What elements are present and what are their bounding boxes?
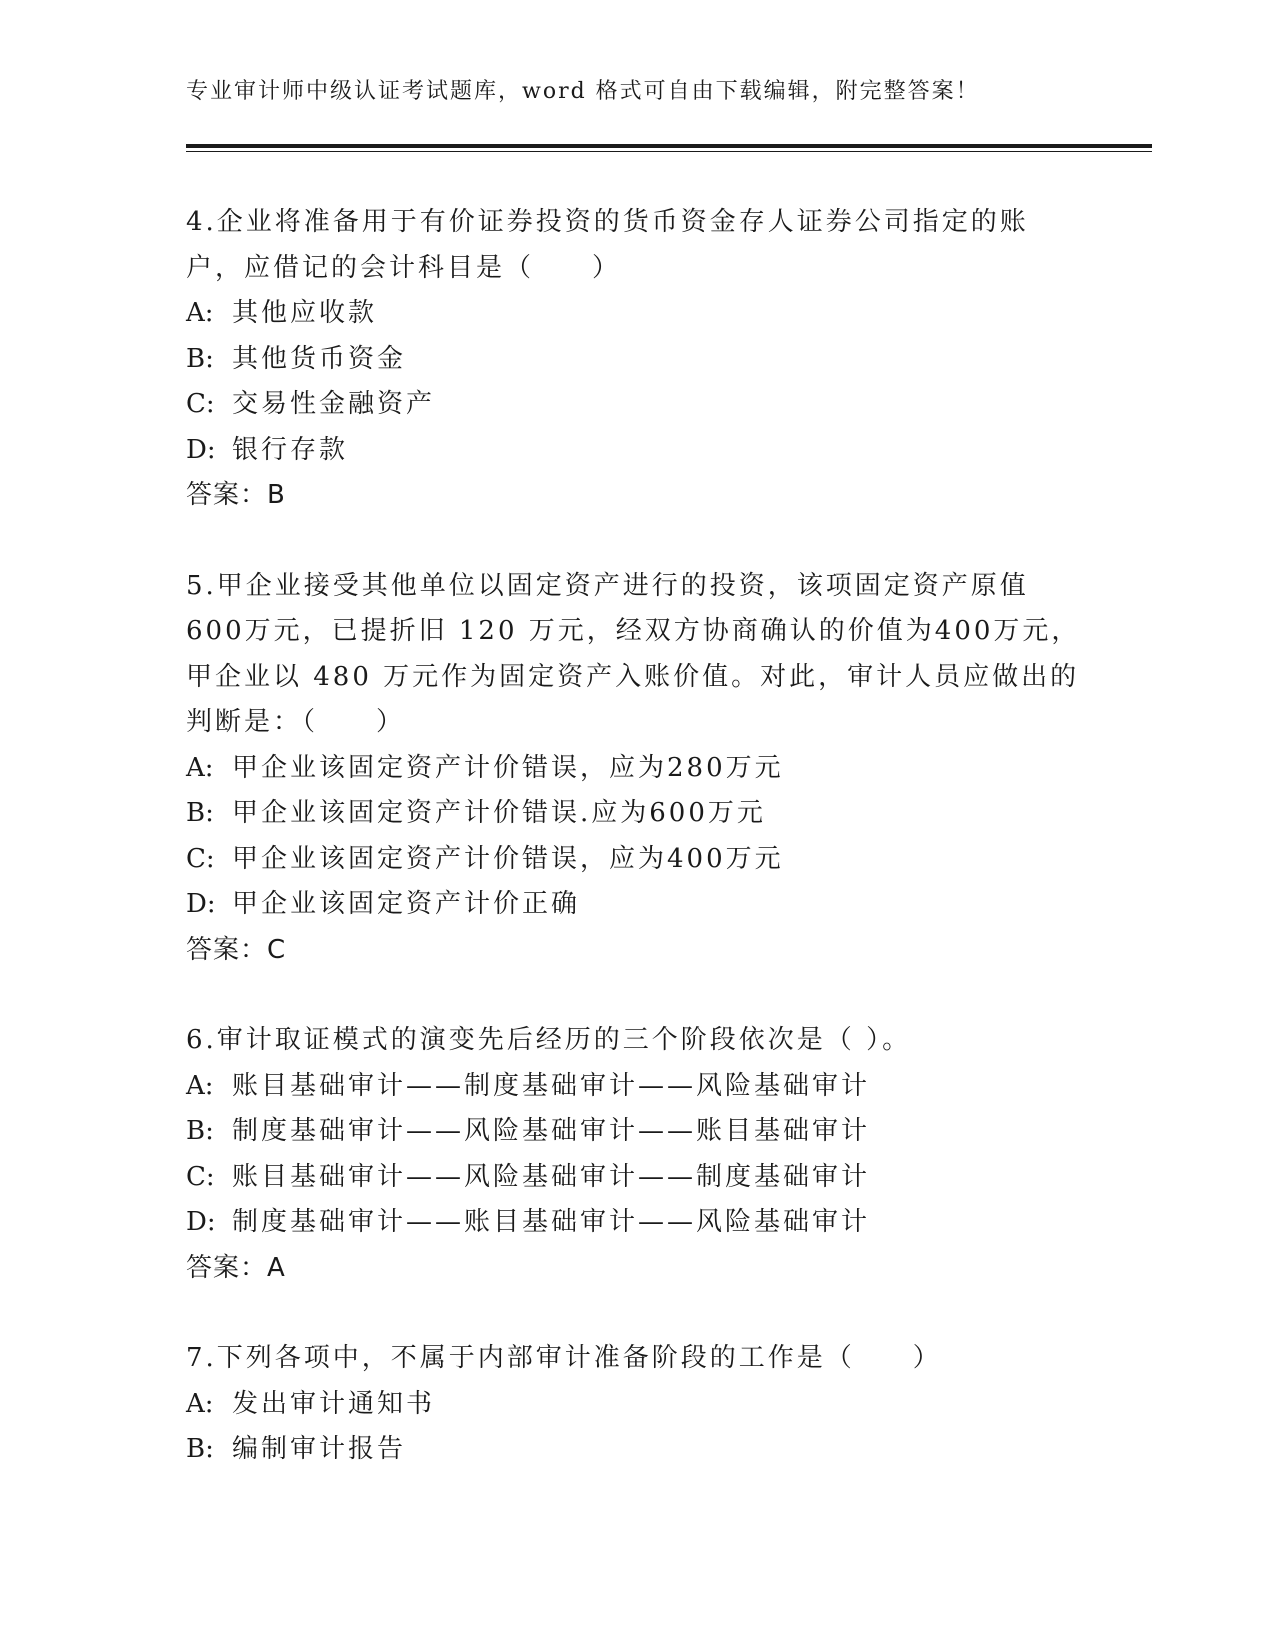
option-a (186, 1064, 1086, 1110)
question-4 (186, 200, 1086, 519)
question-6 (186, 1018, 1086, 1291)
option-letter: A: (186, 1070, 214, 1101)
question-5 (186, 564, 1086, 974)
option-letter: D: (186, 889, 216, 919)
option-text: 甲企业该固定资产计价错误，应为280万元 (232, 752, 784, 783)
option-text: 编制审计报告 (232, 1434, 407, 1464)
option-b (186, 1109, 1086, 1155)
option-text: 甲企业该固定资产计价错误.应为600万元 (232, 798, 766, 828)
option-text: 账目基础审计——制度基础审计——风险基础审计 (232, 1070, 871, 1101)
option-text: 甲企业该固定资产计价错误，应为400万元 (232, 843, 784, 874)
option-letter: C: (186, 1161, 215, 1192)
option-text: 其他应收款 (232, 298, 378, 328)
answer-line: 答案：C (186, 934, 287, 965)
option-b (186, 1427, 1086, 1473)
answer-line: 答案：B (186, 480, 286, 510)
option-letter: B: (186, 798, 214, 828)
option-letter: B: (186, 1434, 214, 1464)
question-7 (186, 1336, 1086, 1473)
option-d (186, 1200, 1086, 1246)
option-letter: A: (186, 298, 214, 328)
option-text: 其他货币资金 (232, 343, 407, 374)
option-letter: D: (186, 434, 216, 465)
question-stem: 6.审计取证模式的演变先后经历的三个阶段依次是（ ）。 (186, 1025, 912, 1055)
option-d (186, 882, 1086, 928)
option-letter: D: (186, 1207, 216, 1237)
option-letter: C: (186, 843, 215, 874)
question-list (186, 200, 1086, 1518)
question-stem: 7.下列各项中，不属于内部审计准备阶段的工作是（ ） (186, 1343, 942, 1373)
option-c (186, 1155, 1086, 1201)
page-header: 专业审计师中级认证考试题库，word 格式可自由下载编辑，附完整答案！ (186, 79, 980, 104)
option-text: 账目基础审计——风险基础审计——制度基础审计 (232, 1161, 871, 1192)
option-a (186, 291, 1086, 337)
option-d (186, 428, 1086, 474)
option-b (186, 337, 1086, 383)
option-b (186, 791, 1086, 837)
option-c (186, 382, 1086, 428)
option-text: 发出审计通知书 (232, 1388, 436, 1419)
option-text: 制度基础审计——账目基础审计——风险基础审计 (232, 1207, 871, 1237)
option-letter: A: (186, 752, 214, 783)
answer-line: 答案：A (186, 1252, 286, 1283)
question-stem: 5.甲企业接受其他单位以固定资产进行的投资，该项固定资产原值600万元，已提折旧 120 万元，经双方协商确认的价值为400万元，甲企业以 480 万元作为固定资产入账价值。对此，审计人员应做出的判断是：（ ） (186, 570, 1081, 737)
header-divider-thick (186, 144, 1152, 148)
option-a (186, 1382, 1086, 1428)
option-text: 甲企业该固定资产计价正确 (232, 889, 581, 919)
option-text: 银行存款 (232, 434, 349, 465)
option-letter: B: (186, 343, 214, 374)
question-stem: 4.企业将准备用于有价证券投资的货币资金存人证券公司指定的账户，应借记的会计科目是（ ） (186, 207, 1029, 283)
header-divider-thin (186, 151, 1152, 152)
option-letter: A: (186, 1388, 214, 1419)
option-letter: C: (186, 389, 215, 419)
option-letter: B: (186, 1116, 214, 1146)
option-a (186, 746, 1086, 792)
option-text: 制度基础审计——风险基础审计——账目基础审计 (232, 1116, 871, 1146)
option-c (186, 837, 1086, 883)
option-text: 交易性金融资产 (232, 389, 436, 419)
